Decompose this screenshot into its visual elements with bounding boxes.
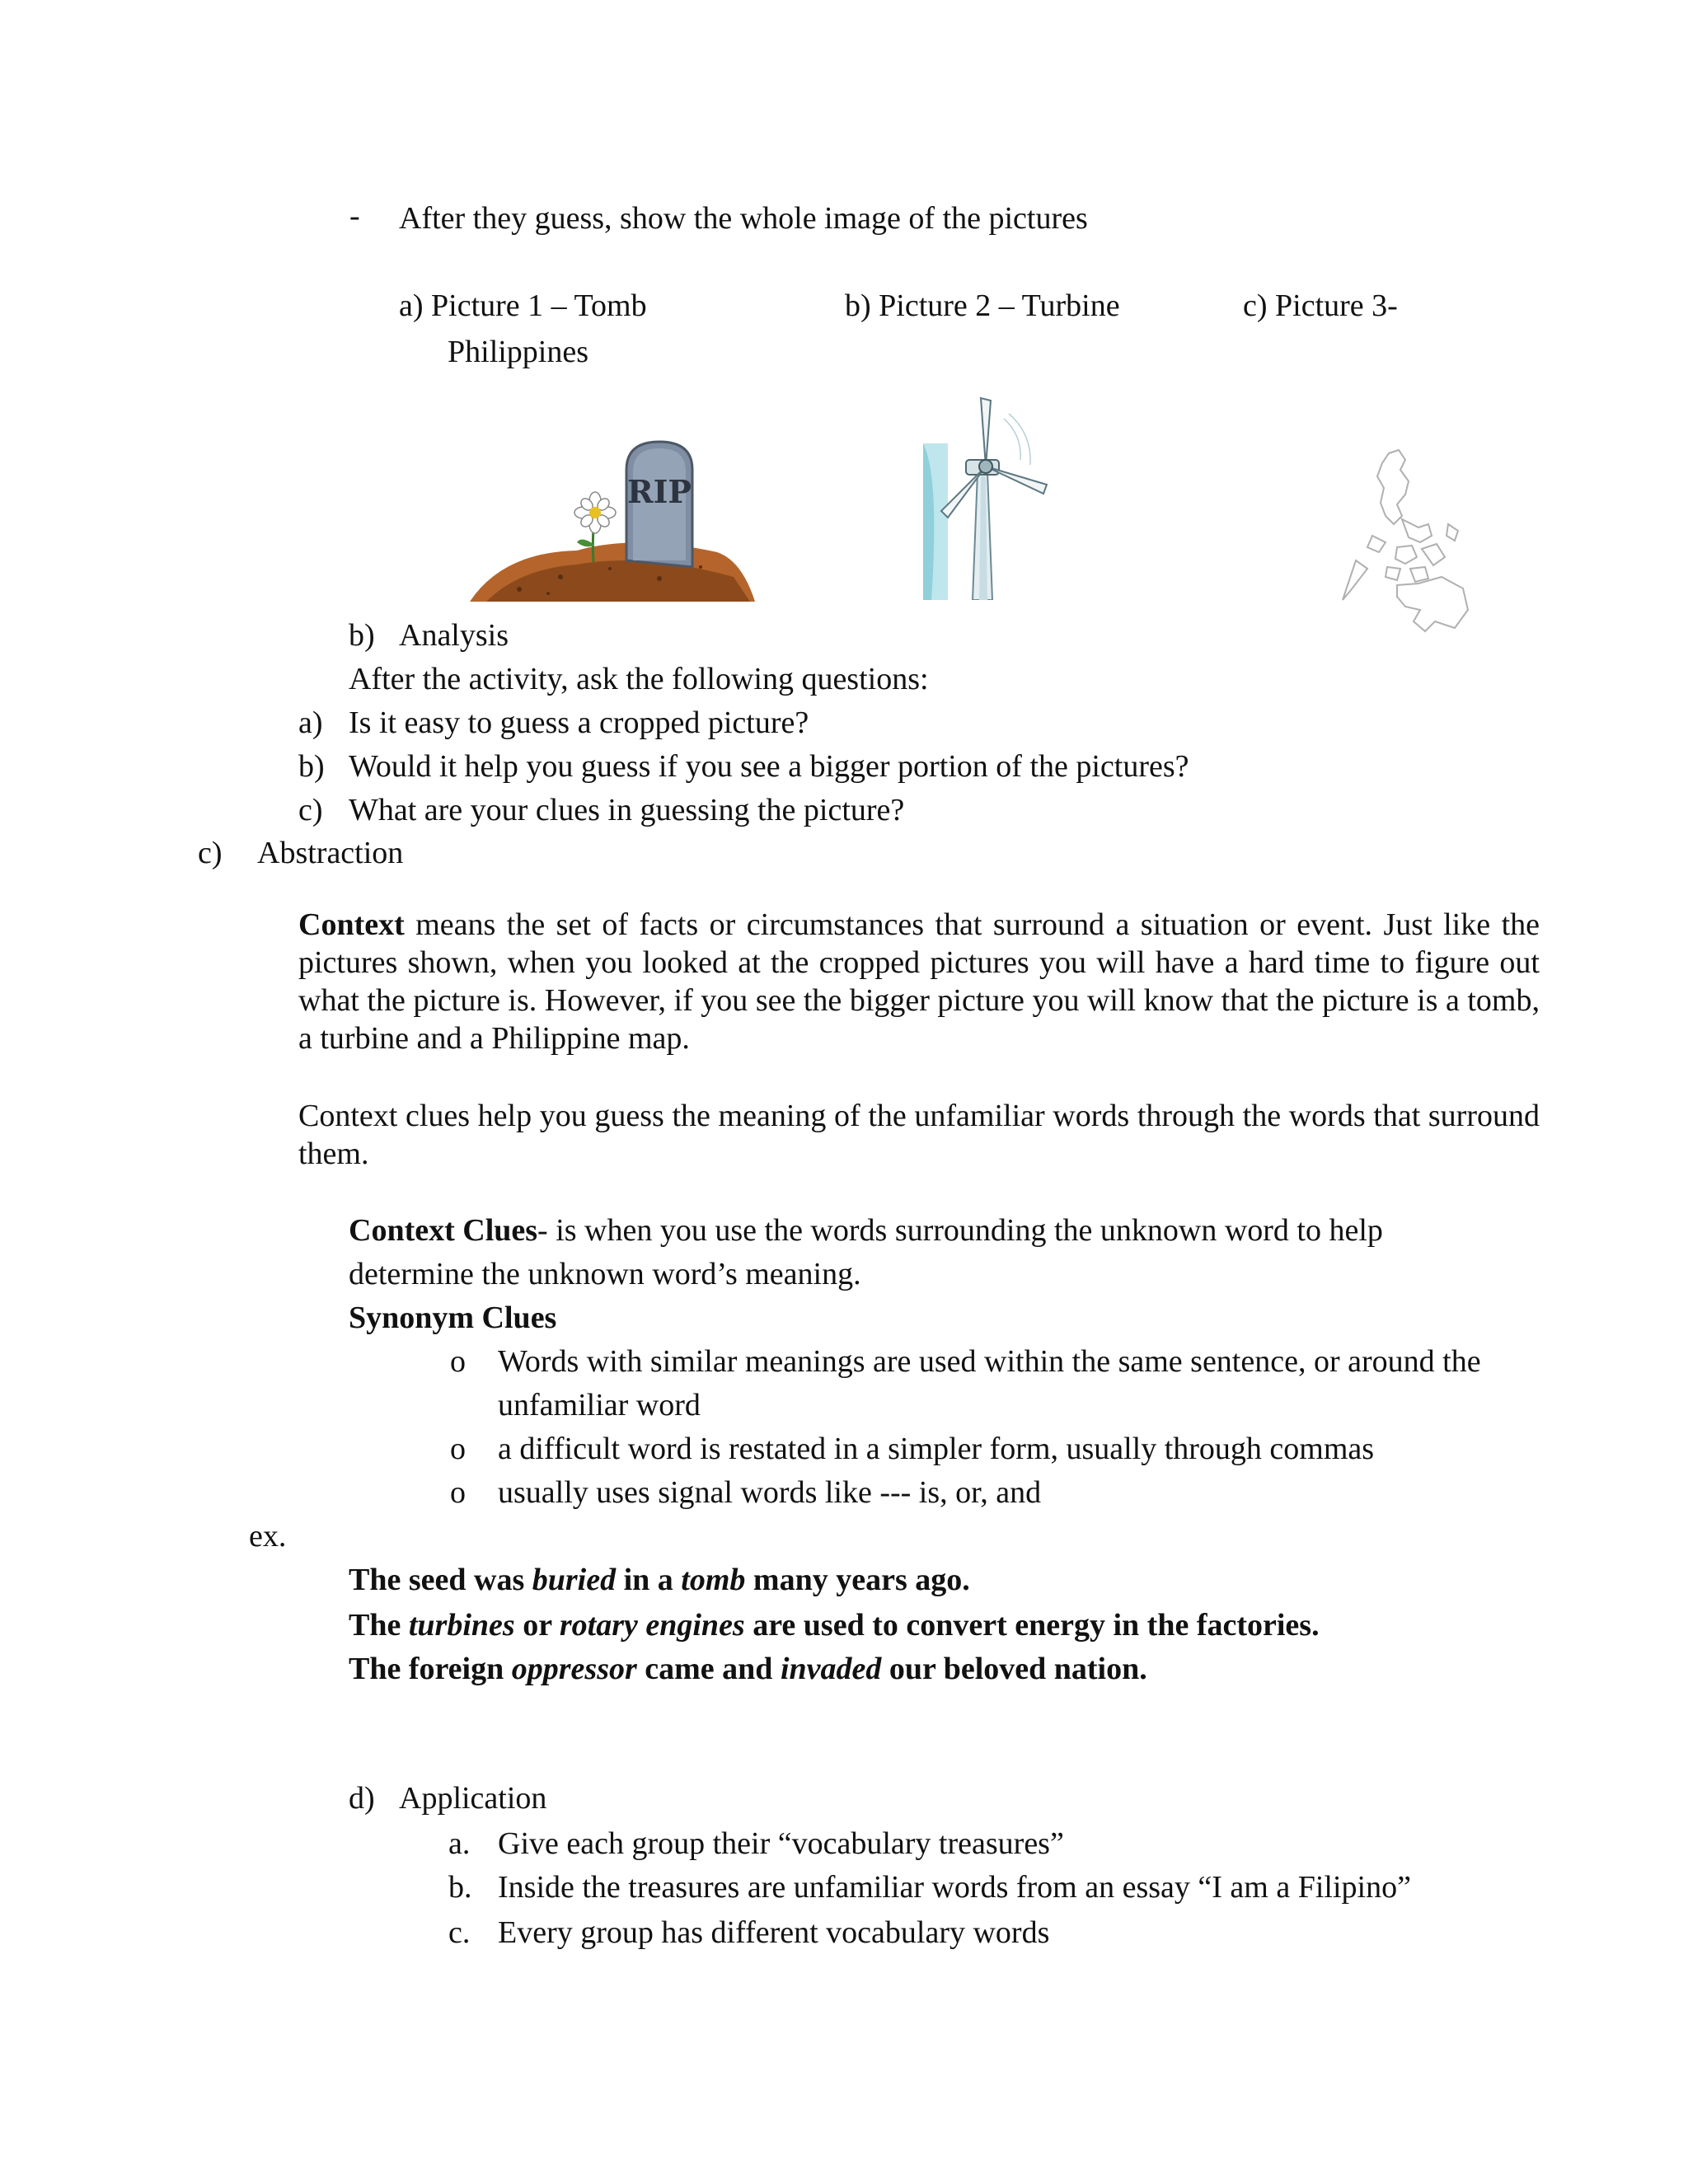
context-paragraph	[298, 906, 1540, 1057]
intro-line: After they guess, show the whole image of the pictures	[399, 201, 1088, 236]
example-label: ex.	[249, 1519, 287, 1554]
application-item: Every group has different vocabulary words	[498, 1915, 1050, 1950]
example-sentence: The foreign oppressor came and invaded our beloved nation.	[349, 1652, 1147, 1686]
bullet-glyph: o	[450, 1432, 466, 1466]
tombstone-icon	[470, 437, 755, 602]
picture-c-caption-continued: Philippines	[448, 335, 589, 369]
tomb-rip-text: RIP	[627, 473, 692, 510]
wind-turbine-icon	[923, 394, 1055, 600]
bullet-glyph: o	[450, 1344, 466, 1379]
application-marker: d)	[349, 1781, 375, 1816]
synonym-clues-heading: Synonym Clues	[349, 1301, 557, 1335]
context-term: Context	[298, 907, 405, 942]
application-heading: Application	[399, 1781, 547, 1816]
example-keyword: tomb	[681, 1563, 746, 1597]
example-keyword: invaded	[780, 1652, 882, 1686]
context-clues-paragraph: Context clues help you guess the meaning of the unfamiliar words through the words that surround them.	[298, 1099, 1540, 1171]
abstraction-heading: Abstraction	[257, 836, 404, 870]
context-clues-definition	[349, 1212, 1383, 1250]
example-sentence: The seed was buried in a tomb many years ago.	[349, 1563, 970, 1597]
philippines-map-icon	[1339, 445, 1479, 635]
picture-c-caption: c) Picture 3-	[1243, 288, 1398, 323]
analysis-intro: After the activity, ask the following questions:	[349, 662, 929, 696]
question-marker: b)	[298, 749, 325, 784]
example-keyword: oppressor	[511, 1652, 637, 1686]
question-marker: a)	[298, 705, 323, 740]
application-item: Inside the treasures are unfamiliar words from an essay “I am a Filipino”	[498, 1870, 1411, 1905]
context-clues-term: Context Clues	[349, 1213, 538, 1248]
application-item: Give each group their “vocabulary treasures”	[498, 1826, 1064, 1861]
synonym-bullet-continued: unfamiliar word	[498, 1388, 701, 1422]
application-item-marker: a.	[448, 1826, 471, 1861]
abstraction-marker: c)	[198, 836, 223, 870]
picture-b-caption: b) Picture 2 – Turbine	[845, 288, 1120, 323]
picture-a-caption: a) Picture 1 – Tomb	[399, 288, 647, 323]
question-text: Is it easy to guess a cropped picture?	[349, 705, 809, 740]
context-clues-definition-continued: determine the unknown word’s meaning.	[349, 1257, 861, 1291]
analysis-heading: Analysis	[399, 618, 509, 653]
question-marker: c)	[298, 793, 323, 827]
context-definition: means the set of facts or circumstances that surround a situation or event. Just like the pictures shown, when you looked at the cropped pictures you will have a hard time to figure out what the picture is. However, if you see the bigger picture you will know that the picture is a tomb, a turbine and a Philippine map.	[298, 907, 1540, 1056]
application-item-marker: c.	[448, 1915, 471, 1950]
dash-bullet: -	[349, 199, 360, 233]
question-text: Would it help you guess if you see a bigger portion of the pictures?	[349, 749, 1189, 784]
synonym-bullet: Words with similar meanings are used within the same sentence, or around the	[498, 1344, 1481, 1379]
analysis-marker: b)	[349, 618, 375, 653]
context-clues-definition-text: - is when you use the words surrounding the unknown word to help	[537, 1213, 1383, 1248]
synonym-bullet: a difficult word is restated in a simpler form, usually through commas	[498, 1432, 1375, 1466]
example-keyword: rotary engines	[559, 1608, 745, 1643]
question-text: What are your clues in guessing the picture?	[349, 793, 905, 827]
application-item-marker: b.	[448, 1870, 472, 1905]
bullet-glyph: o	[450, 1475, 466, 1510]
synonym-bullet: usually uses signal words like --- is, or, and	[498, 1475, 1042, 1510]
example-sentence: The turbines or rotary engines are used to convert energy in the factories.	[349, 1608, 1320, 1643]
example-keyword: turbines	[408, 1608, 515, 1643]
example-keyword: buried	[532, 1563, 617, 1597]
